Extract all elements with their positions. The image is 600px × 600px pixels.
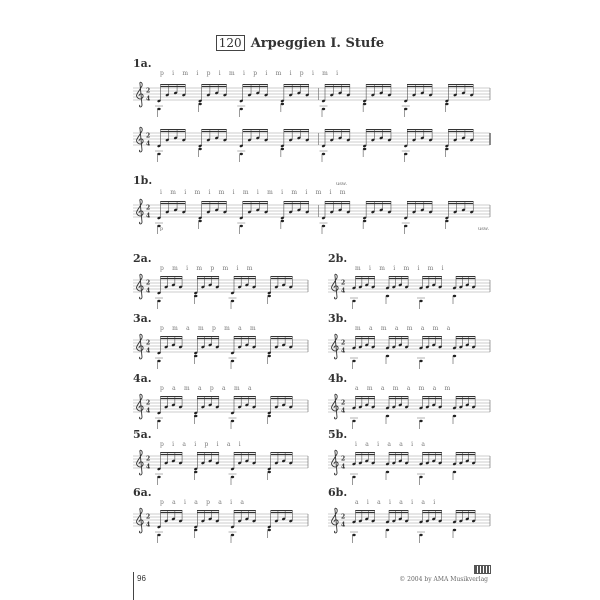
beam xyxy=(389,396,408,397)
page-title xyxy=(0,36,600,51)
bass-note-head xyxy=(198,220,201,222)
beam xyxy=(284,86,309,87)
bass-note-head xyxy=(419,300,422,302)
bass-note-head xyxy=(445,103,448,105)
bass-note-head xyxy=(352,360,355,362)
staff-5b xyxy=(328,436,490,481)
staff-1a-line2 xyxy=(133,113,490,158)
beam xyxy=(456,336,475,337)
exercise-label-2a: 2a. xyxy=(133,252,152,265)
treble-clef-icon xyxy=(332,394,339,419)
treble-clef-icon xyxy=(332,450,339,475)
beam xyxy=(389,338,408,339)
beam xyxy=(389,398,408,399)
beam xyxy=(325,86,350,87)
exercise-label-4a: 4a. xyxy=(133,372,152,385)
time-signature-top: 2 xyxy=(341,513,346,521)
bass-note-head xyxy=(281,220,284,222)
bass-note-head xyxy=(445,148,448,150)
fingering-4a: p a m a p a m a xyxy=(160,385,255,392)
bass-note-head xyxy=(404,153,407,155)
bass-note-head xyxy=(240,225,243,227)
beam xyxy=(456,396,475,397)
beam xyxy=(161,201,186,202)
beam xyxy=(389,278,408,279)
beam xyxy=(389,510,408,511)
staff-4a xyxy=(133,380,308,425)
beam xyxy=(234,398,256,399)
bass-note-head xyxy=(453,295,456,297)
staff-3a xyxy=(133,320,308,365)
beam xyxy=(366,84,391,85)
staff-5a xyxy=(133,436,308,481)
beam xyxy=(456,510,475,511)
bass-note-head xyxy=(322,225,325,227)
beam xyxy=(197,510,219,511)
beam xyxy=(202,131,227,132)
title-text: Arpeggien I. Stufe xyxy=(250,36,385,51)
beam xyxy=(325,131,350,132)
bass-note-head xyxy=(419,420,422,422)
beam xyxy=(456,512,475,513)
beam xyxy=(366,86,391,87)
beam xyxy=(161,276,183,277)
bass-note-head xyxy=(419,360,422,362)
beam xyxy=(243,201,268,202)
beam xyxy=(423,454,442,455)
bass-note-head xyxy=(194,471,197,473)
beam xyxy=(243,84,268,85)
beam xyxy=(197,454,219,455)
exercise-label-5b: 5b. xyxy=(328,428,348,441)
beam xyxy=(234,338,256,339)
bass-note-head xyxy=(157,153,160,155)
beam xyxy=(356,396,375,397)
bass-note-head xyxy=(231,420,234,422)
fingering-3a: p m a m p m a m xyxy=(160,325,259,332)
time-signature-top: 2 xyxy=(146,513,151,521)
beam xyxy=(356,452,375,453)
bass-note-head xyxy=(231,360,234,362)
staff-2b xyxy=(328,260,490,305)
bass-note-head xyxy=(157,476,160,478)
beam xyxy=(356,512,375,513)
beam xyxy=(389,454,408,455)
time-signature-top: 2 xyxy=(146,279,151,287)
bass-note-head xyxy=(268,471,271,473)
beam xyxy=(271,454,293,455)
beam xyxy=(423,510,442,511)
bass-note-head xyxy=(268,355,271,357)
treble-clef-icon xyxy=(332,334,339,359)
time-signature-top: 2 xyxy=(341,399,346,407)
beam xyxy=(389,512,408,513)
exercise-label-6a: 6a. xyxy=(133,486,152,499)
beam xyxy=(161,203,186,204)
beam xyxy=(407,129,432,130)
bass-note-head xyxy=(453,529,456,531)
usw-mark: usw. xyxy=(336,181,348,187)
beam xyxy=(197,278,219,279)
staff-2a xyxy=(133,260,308,305)
beam xyxy=(407,201,432,202)
time-signature-top: 2 xyxy=(146,87,151,95)
bass-note-head xyxy=(268,415,271,417)
treble-clef-icon xyxy=(137,82,144,107)
beam xyxy=(325,129,350,130)
beam xyxy=(202,201,227,202)
staff-6a xyxy=(133,494,308,539)
time-signature-bottom: 4 xyxy=(146,521,151,529)
beam xyxy=(271,276,293,277)
bass-note-head xyxy=(157,534,160,536)
bass-note-head xyxy=(386,355,389,357)
beam xyxy=(456,276,475,277)
beam xyxy=(448,201,473,202)
time-signature-bottom: 4 xyxy=(146,287,151,295)
beam xyxy=(243,131,268,132)
fingering-5a: p i a i p i a i xyxy=(160,441,244,448)
beam xyxy=(197,452,219,453)
beam xyxy=(271,396,293,397)
beam xyxy=(284,201,309,202)
bass-note-head xyxy=(268,295,271,297)
beam xyxy=(356,276,375,277)
staff-3b xyxy=(328,320,490,365)
treble-clef-icon xyxy=(332,508,339,533)
exercise-label-5a: 5a. xyxy=(133,428,152,441)
beam xyxy=(197,276,219,277)
publisher-logo xyxy=(474,565,491,574)
beam xyxy=(161,454,183,455)
beam xyxy=(448,129,473,130)
fingering-3b: m a m a m a m a xyxy=(355,325,454,332)
beam xyxy=(271,336,293,337)
fingering-4b: a m a m a m a m xyxy=(355,385,454,392)
beam xyxy=(271,398,293,399)
bass-note-head xyxy=(419,476,422,478)
bass-note-head xyxy=(419,534,422,536)
bass-note-head xyxy=(157,420,160,422)
exercise-label-3a: 3a. xyxy=(133,312,152,325)
beam xyxy=(423,276,442,277)
beam xyxy=(197,398,219,399)
bass-note-head xyxy=(352,300,355,302)
time-signature-top: 2 xyxy=(341,339,346,347)
beam xyxy=(271,278,293,279)
beam xyxy=(325,201,350,202)
beam xyxy=(234,276,256,277)
exercise-label-3b: 3b. xyxy=(328,312,348,325)
beam xyxy=(423,336,442,337)
beam xyxy=(448,86,473,87)
exercise-label-1a: 1a. xyxy=(133,57,152,70)
beam xyxy=(448,84,473,85)
beam xyxy=(284,131,309,132)
beam xyxy=(202,84,227,85)
beam xyxy=(234,510,256,511)
bass-note-head xyxy=(363,220,366,222)
time-signature-top: 2 xyxy=(341,279,346,287)
staff-4b xyxy=(328,380,490,425)
treble-clef-icon xyxy=(137,127,144,152)
beam xyxy=(423,278,442,279)
beam xyxy=(356,338,375,339)
bass-note-head xyxy=(194,529,197,531)
beam xyxy=(389,276,408,277)
bass-note-head xyxy=(363,103,366,105)
time-signature-top: 2 xyxy=(341,455,346,463)
beam xyxy=(197,338,219,339)
beam xyxy=(423,398,442,399)
beam xyxy=(234,396,256,397)
time-signature-top: 2 xyxy=(146,339,151,347)
exercise-label-4b: 4b. xyxy=(328,372,348,385)
bass-note-head xyxy=(157,108,160,110)
beam xyxy=(366,203,391,204)
fingering-1b: i m i m i m i m i m i m i m i m xyxy=(160,189,349,196)
time-signature-top: 2 xyxy=(146,204,151,212)
bass-note-head xyxy=(194,355,197,357)
staff-1b xyxy=(133,185,490,230)
time-signature-bottom: 4 xyxy=(341,521,346,529)
bass-note-head xyxy=(404,225,407,227)
treble-clef-icon xyxy=(137,450,144,475)
beam xyxy=(202,86,227,87)
time-signature-top: 2 xyxy=(146,132,151,140)
beam xyxy=(423,338,442,339)
beam xyxy=(366,129,391,130)
beam xyxy=(271,338,293,339)
time-signature-bottom: 4 xyxy=(146,347,151,355)
time-signature-bottom: 4 xyxy=(146,212,151,220)
beam xyxy=(456,398,475,399)
beam xyxy=(366,131,391,132)
bass-note-head xyxy=(231,476,234,478)
time-signature-bottom: 4 xyxy=(146,140,151,148)
beam xyxy=(234,336,256,337)
beam xyxy=(161,398,183,399)
beam xyxy=(161,84,186,85)
bass-note-head xyxy=(453,415,456,417)
fingering-2b: m i m i m i m i xyxy=(355,265,447,272)
beam xyxy=(161,86,186,87)
beam xyxy=(271,452,293,453)
beam xyxy=(271,510,293,511)
bass-note-head xyxy=(268,529,271,531)
bass-note-head xyxy=(322,108,325,110)
beam xyxy=(234,278,256,279)
time-signature-top: 2 xyxy=(146,399,151,407)
beam xyxy=(161,512,183,513)
beam xyxy=(423,452,442,453)
beam xyxy=(423,512,442,513)
bass-note-head xyxy=(157,300,160,302)
beam xyxy=(356,398,375,399)
beam xyxy=(366,201,391,202)
beam xyxy=(234,512,256,513)
beam xyxy=(389,336,408,337)
beam xyxy=(271,512,293,513)
bass-note-head xyxy=(231,534,234,536)
beam xyxy=(234,454,256,455)
beam xyxy=(389,452,408,453)
beam xyxy=(161,338,183,339)
beam xyxy=(243,86,268,87)
beam xyxy=(356,278,375,279)
treble-clef-icon xyxy=(137,199,144,224)
time-signature-bottom: 4 xyxy=(341,347,346,355)
beam xyxy=(356,336,375,337)
bass-note-head xyxy=(240,108,243,110)
beam xyxy=(456,278,475,279)
beam xyxy=(456,338,475,339)
bass-note-head xyxy=(386,295,389,297)
beam xyxy=(325,203,350,204)
bass-note-head xyxy=(198,103,201,105)
time-signature-top: 2 xyxy=(146,455,151,463)
bass-note-head xyxy=(453,355,456,357)
staff-1a-line1 xyxy=(133,68,490,113)
fingering-6b: a i a i a i a i xyxy=(355,499,439,506)
bass-note-head xyxy=(386,529,389,531)
time-signature-bottom: 4 xyxy=(146,463,151,471)
bass-note-head xyxy=(281,148,284,150)
fingering-5b: i a i a a i a xyxy=(355,441,429,448)
beam xyxy=(448,131,473,132)
section-number: 120 xyxy=(216,35,245,51)
time-signature-bottom: 4 xyxy=(341,287,346,295)
bass-note-head xyxy=(386,471,389,473)
beam xyxy=(243,203,268,204)
usw-mark-end: usw. xyxy=(478,226,490,232)
beam xyxy=(284,203,309,204)
beam xyxy=(202,129,227,130)
beam xyxy=(161,278,183,279)
bass-note-head xyxy=(363,148,366,150)
treble-clef-icon xyxy=(332,274,339,299)
bass-note-head xyxy=(157,360,160,362)
beam xyxy=(284,129,309,130)
bass-note-head xyxy=(231,300,234,302)
copyright: © 2004 by AMA Musikverlag xyxy=(399,576,488,583)
time-signature-bottom: 4 xyxy=(146,95,151,103)
beam xyxy=(161,131,186,132)
bass-note-head xyxy=(404,108,407,110)
beam xyxy=(197,396,219,397)
beam xyxy=(407,84,432,85)
treble-clef-icon xyxy=(137,334,144,359)
treble-clef-icon xyxy=(137,394,144,419)
beam xyxy=(448,203,473,204)
bass-note-head xyxy=(281,103,284,105)
beam xyxy=(161,452,183,453)
time-signature-bottom: 4 xyxy=(341,407,346,415)
beam xyxy=(202,203,227,204)
beam xyxy=(407,131,432,132)
bass-note-head xyxy=(352,420,355,422)
time-signature-bottom: 4 xyxy=(341,463,346,471)
bass-note-head xyxy=(322,153,325,155)
beam xyxy=(234,452,256,453)
exercise-label-6b: 6b. xyxy=(328,486,348,499)
beam xyxy=(456,452,475,453)
bass-note-head xyxy=(352,476,355,478)
exercise-label-2b: 2b. xyxy=(328,252,348,265)
bass-note-head xyxy=(453,471,456,473)
bass-note-head xyxy=(194,295,197,297)
exercise-label-1b: 1b. xyxy=(133,174,153,187)
beam xyxy=(407,203,432,204)
beam xyxy=(456,454,475,455)
fingering-6a: p a i a p a i a xyxy=(160,499,248,506)
beam xyxy=(197,512,219,513)
beam xyxy=(161,510,183,511)
beam xyxy=(284,84,309,85)
beam xyxy=(161,129,186,130)
beam xyxy=(407,86,432,87)
beam xyxy=(161,396,183,397)
bass-note-head xyxy=(198,148,201,150)
beam xyxy=(356,510,375,511)
fingering-1b-below: p xyxy=(160,226,164,232)
beam xyxy=(243,129,268,130)
footer-rule xyxy=(133,572,134,600)
beam xyxy=(197,336,219,337)
bass-note-head xyxy=(445,220,448,222)
time-signature-bottom: 4 xyxy=(146,407,151,415)
beam xyxy=(161,336,183,337)
beam xyxy=(423,396,442,397)
fingering-2a: p m i m p m i m xyxy=(160,265,256,272)
beam xyxy=(356,454,375,455)
treble-clef-icon xyxy=(137,274,144,299)
fingering-1a: p i m i p i m i p i m i p i m i xyxy=(160,70,342,77)
treble-clef-icon xyxy=(137,508,144,533)
bass-note-head xyxy=(194,415,197,417)
bass-note-head xyxy=(240,153,243,155)
page-number: 96 xyxy=(137,574,146,583)
staff-6b xyxy=(328,494,490,539)
beam xyxy=(325,84,350,85)
bass-note-head xyxy=(352,534,355,536)
bass-note-head xyxy=(386,415,389,417)
